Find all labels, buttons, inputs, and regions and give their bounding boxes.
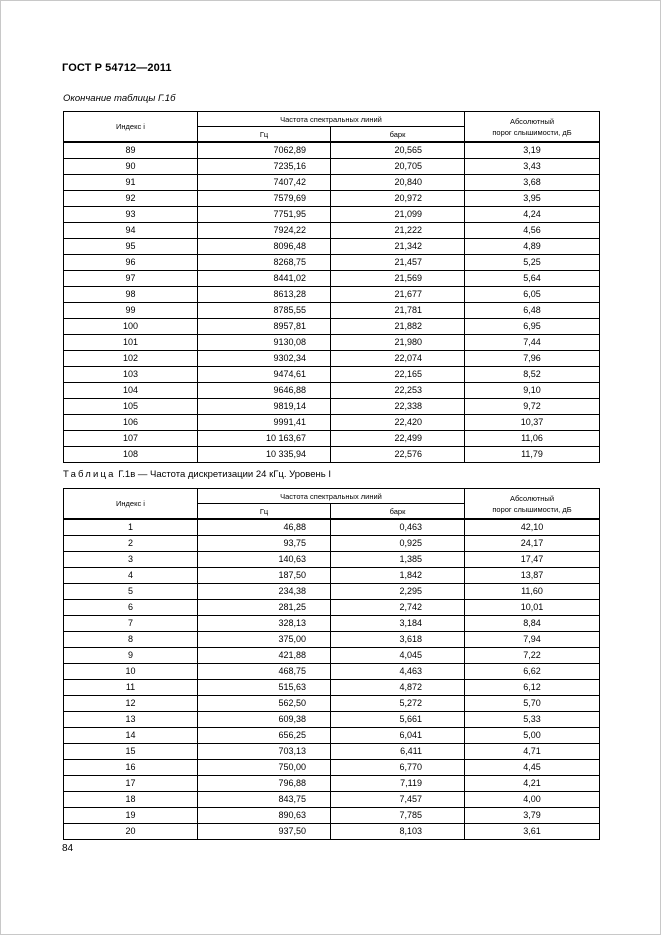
cell-bark: 20,972	[331, 191, 465, 207]
cell-index: 94	[64, 223, 198, 239]
cell-bark: 6,411	[331, 744, 465, 760]
cell-hz: 93,75	[198, 536, 331, 552]
cell-threshold: 24,17	[465, 536, 600, 552]
cell-hz: 750,00	[198, 760, 331, 776]
cell-hz: 9991,41	[198, 415, 331, 431]
cell-bark: 21,342	[331, 239, 465, 255]
cell-threshold: 4,21	[465, 776, 600, 792]
table-row	[64, 728, 600, 744]
cell-bark: 20,705	[331, 159, 465, 175]
cell-hz: 7751,95	[198, 207, 331, 223]
table-g1b	[63, 111, 600, 463]
header-hz: Гц	[198, 504, 331, 520]
cell-bark: 21,099	[331, 207, 465, 223]
cell-index: 11	[64, 680, 198, 696]
cell-bark: 8,103	[331, 824, 465, 840]
cell-bark: 3,184	[331, 616, 465, 632]
cell-threshold: 13,87	[465, 568, 600, 584]
header-threshold-line2: порог слышимости, дБ	[492, 127, 572, 137]
header-index: Индекс i	[64, 112, 198, 143]
cell-hz: 281,25	[198, 600, 331, 616]
cell-threshold: 6,12	[465, 680, 600, 696]
cell-bark: 21,882	[331, 319, 465, 335]
cell-bark: 6,041	[331, 728, 465, 744]
cell-hz: 8613,28	[198, 287, 331, 303]
cell-threshold: 4,56	[465, 223, 600, 239]
table1-caption: Окончание таблицы Г.1б	[63, 93, 176, 104]
cell-index: 99	[64, 303, 198, 319]
table-row	[64, 335, 600, 351]
table-row	[64, 536, 600, 552]
cell-hz: 9474,61	[198, 367, 331, 383]
cell-threshold: 11,06	[465, 431, 600, 447]
cell-index: 107	[64, 431, 198, 447]
cell-index: 96	[64, 255, 198, 271]
table-row	[64, 287, 600, 303]
cell-hz: 375,00	[198, 632, 331, 648]
cell-index: 108	[64, 447, 198, 463]
cell-index: 3	[64, 552, 198, 568]
cell-hz: 609,38	[198, 712, 331, 728]
cell-index: 8	[64, 632, 198, 648]
cell-hz: 8096,48	[198, 239, 331, 255]
cell-hz: 7407,42	[198, 175, 331, 191]
cell-bark: 4,045	[331, 648, 465, 664]
table-row	[64, 568, 600, 584]
cell-index: 18	[64, 792, 198, 808]
cell-index: 13	[64, 712, 198, 728]
table2-caption	[63, 469, 331, 480]
cell-index: 6	[64, 600, 198, 616]
cell-hz: 703,13	[198, 744, 331, 760]
cell-index: 10	[64, 664, 198, 680]
table-g1v	[63, 488, 600, 840]
cell-bark: 7,785	[331, 808, 465, 824]
table2-body	[64, 519, 600, 840]
cell-threshold: 5,70	[465, 696, 600, 712]
cell-bark: 22,420	[331, 415, 465, 431]
table-row	[64, 351, 600, 367]
cell-index: 19	[64, 808, 198, 824]
table-row	[64, 744, 600, 760]
cell-threshold: 8,52	[465, 367, 600, 383]
cell-threshold: 3,68	[465, 175, 600, 191]
cell-threshold: 3,79	[465, 808, 600, 824]
table1-body	[64, 142, 600, 463]
cell-bark: 1,842	[331, 568, 465, 584]
cell-threshold: 11,60	[465, 584, 600, 600]
table-row	[64, 776, 600, 792]
cell-index: 95	[64, 239, 198, 255]
cell-index: 103	[64, 367, 198, 383]
cell-bark: 7,457	[331, 792, 465, 808]
cell-threshold: 4,00	[465, 792, 600, 808]
cell-bark: 21,457	[331, 255, 465, 271]
cell-threshold: 11,79	[465, 447, 600, 463]
cell-bark: 4,872	[331, 680, 465, 696]
table-row	[64, 159, 600, 175]
cell-index: 98	[64, 287, 198, 303]
header-threshold-line2: порог слышимости, дБ	[492, 504, 572, 514]
table-row	[64, 207, 600, 223]
cell-hz: 937,50	[198, 824, 331, 840]
table-row	[64, 519, 600, 536]
cell-threshold: 7,96	[465, 351, 600, 367]
cell-hz: 328,13	[198, 616, 331, 632]
cell-bark: 22,576	[331, 447, 465, 463]
cell-hz: 10 335,94	[198, 447, 331, 463]
cell-hz: 8785,55	[198, 303, 331, 319]
cell-index: 97	[64, 271, 198, 287]
cell-threshold: 6,95	[465, 319, 600, 335]
table-row	[64, 808, 600, 824]
table-row	[64, 584, 600, 600]
table-row	[64, 239, 600, 255]
cell-bark: 2,295	[331, 584, 465, 600]
header-bark: барк	[331, 504, 465, 520]
cell-threshold: 5,25	[465, 255, 600, 271]
cell-hz: 796,88	[198, 776, 331, 792]
header-hz: Гц	[198, 127, 331, 143]
cell-index: 2	[64, 536, 198, 552]
cell-threshold: 17,47	[465, 552, 600, 568]
cell-threshold: 42,10	[465, 519, 600, 536]
cell-hz: 468,75	[198, 664, 331, 680]
cell-index: 104	[64, 383, 198, 399]
table-row	[64, 303, 600, 319]
cell-hz: 8268,75	[198, 255, 331, 271]
cell-hz: 843,75	[198, 792, 331, 808]
cell-index: 12	[64, 696, 198, 712]
cell-hz: 7924,22	[198, 223, 331, 239]
table-row	[64, 824, 600, 840]
cell-hz: 9302,34	[198, 351, 331, 367]
cell-threshold: 4,45	[465, 760, 600, 776]
table-row	[64, 664, 600, 680]
cell-threshold: 5,33	[465, 712, 600, 728]
cell-bark: 3,618	[331, 632, 465, 648]
cell-index: 9	[64, 648, 198, 664]
cell-index: 7	[64, 616, 198, 632]
table-row	[64, 142, 600, 159]
cell-bark: 6,770	[331, 760, 465, 776]
cell-threshold: 3,19	[465, 142, 600, 159]
header-bark: барк	[331, 127, 465, 143]
table-row	[64, 415, 600, 431]
cell-index: 100	[64, 319, 198, 335]
cell-index: 92	[64, 191, 198, 207]
table2-caption-prefix: Таблица	[63, 469, 116, 480]
table-row	[64, 680, 600, 696]
cell-bark: 21,222	[331, 223, 465, 239]
cell-threshold: 6,48	[465, 303, 600, 319]
cell-threshold: 6,62	[465, 664, 600, 680]
table-row	[64, 191, 600, 207]
header-freq-group: Частота спектральных линий	[198, 489, 465, 504]
cell-threshold: 10,37	[465, 415, 600, 431]
cell-bark: 22,074	[331, 351, 465, 367]
cell-bark: 22,338	[331, 399, 465, 415]
table-row	[64, 552, 600, 568]
cell-bark: 21,781	[331, 303, 465, 319]
cell-index: 102	[64, 351, 198, 367]
table-row	[64, 792, 600, 808]
cell-bark: 22,499	[331, 431, 465, 447]
table-row	[64, 271, 600, 287]
table-row	[64, 760, 600, 776]
cell-threshold: 7,22	[465, 648, 600, 664]
cell-hz: 8957,81	[198, 319, 331, 335]
header-threshold	[465, 489, 600, 520]
cell-threshold: 4,71	[465, 744, 600, 760]
cell-index: 20	[64, 824, 198, 840]
cell-bark: 1,385	[331, 552, 465, 568]
table-row	[64, 175, 600, 191]
cell-hz: 140,63	[198, 552, 331, 568]
cell-bark: 20,840	[331, 175, 465, 191]
table-row	[64, 255, 600, 271]
cell-bark: 21,677	[331, 287, 465, 303]
cell-index: 16	[64, 760, 198, 776]
cell-index: 90	[64, 159, 198, 175]
cell-threshold: 5,64	[465, 271, 600, 287]
header-threshold-line1: Абсолютный	[509, 493, 555, 503]
table-row	[64, 223, 600, 239]
cell-bark: 0,463	[331, 519, 465, 536]
cell-hz: 10 163,67	[198, 431, 331, 447]
cell-index: 1	[64, 519, 198, 536]
table-row	[64, 632, 600, 648]
table-row	[64, 616, 600, 632]
cell-hz: 46,88	[198, 519, 331, 536]
cell-bark: 5,272	[331, 696, 465, 712]
table-row	[64, 447, 600, 463]
document-title: ГОСТ Р 54712—2011	[62, 62, 172, 74]
cell-threshold: 4,24	[465, 207, 600, 223]
table-row	[64, 712, 600, 728]
header-threshold-line1: Абсолютный	[509, 116, 555, 126]
cell-hz: 8441,02	[198, 271, 331, 287]
cell-hz: 9819,14	[198, 399, 331, 415]
cell-bark: 2,742	[331, 600, 465, 616]
cell-index: 106	[64, 415, 198, 431]
cell-hz: 7062,89	[198, 142, 331, 159]
cell-threshold: 5,00	[465, 728, 600, 744]
cell-index: 5	[64, 584, 198, 600]
cell-bark: 4,463	[331, 664, 465, 680]
cell-hz: 421,88	[198, 648, 331, 664]
cell-index: 15	[64, 744, 198, 760]
cell-hz: 7579,69	[198, 191, 331, 207]
cell-hz: 7235,16	[198, 159, 331, 175]
cell-hz: 9646,88	[198, 383, 331, 399]
cell-bark: 21,980	[331, 335, 465, 351]
cell-hz: 9130,08	[198, 335, 331, 351]
cell-index: 105	[64, 399, 198, 415]
cell-hz: 562,50	[198, 696, 331, 712]
cell-threshold: 9,10	[465, 383, 600, 399]
cell-hz: 187,50	[198, 568, 331, 584]
table-row	[64, 431, 600, 447]
cell-index: 17	[64, 776, 198, 792]
cell-bark: 22,165	[331, 367, 465, 383]
table-row	[64, 383, 600, 399]
cell-bark: 20,565	[331, 142, 465, 159]
table-row	[64, 367, 600, 383]
table-row	[64, 648, 600, 664]
cell-threshold: 3,95	[465, 191, 600, 207]
cell-index: 91	[64, 175, 198, 191]
cell-index: 101	[64, 335, 198, 351]
table2-caption-text: Г.1в — Частота дискретизации 24 кГц. Уровень I	[115, 469, 331, 480]
cell-threshold: 8,84	[465, 616, 600, 632]
cell-threshold: 7,44	[465, 335, 600, 351]
cell-threshold: 4,89	[465, 239, 600, 255]
header-index: Индекс i	[64, 489, 198, 520]
cell-hz: 656,25	[198, 728, 331, 744]
table-row	[64, 696, 600, 712]
cell-bark: 0,925	[331, 536, 465, 552]
header-threshold	[465, 112, 600, 143]
cell-threshold: 10,01	[465, 600, 600, 616]
cell-hz: 515,63	[198, 680, 331, 696]
cell-threshold: 9,72	[465, 399, 600, 415]
table-row	[64, 600, 600, 616]
table-row	[64, 399, 600, 415]
table-row	[64, 319, 600, 335]
header-freq-group: Частота спектральных линий	[198, 112, 465, 127]
cell-bark: 7,119	[331, 776, 465, 792]
cell-hz: 234,38	[198, 584, 331, 600]
cell-threshold: 6,05	[465, 287, 600, 303]
cell-bark: 21,569	[331, 271, 465, 287]
cell-index: 14	[64, 728, 198, 744]
cell-threshold: 3,43	[465, 159, 600, 175]
cell-index: 93	[64, 207, 198, 223]
cell-hz: 890,63	[198, 808, 331, 824]
page-number: 84	[62, 843, 74, 854]
cell-bark: 22,253	[331, 383, 465, 399]
cell-bark: 5,661	[331, 712, 465, 728]
cell-threshold: 3,61	[465, 824, 600, 840]
cell-index: 4	[64, 568, 198, 584]
cell-index: 89	[64, 142, 198, 159]
cell-threshold: 7,94	[465, 632, 600, 648]
